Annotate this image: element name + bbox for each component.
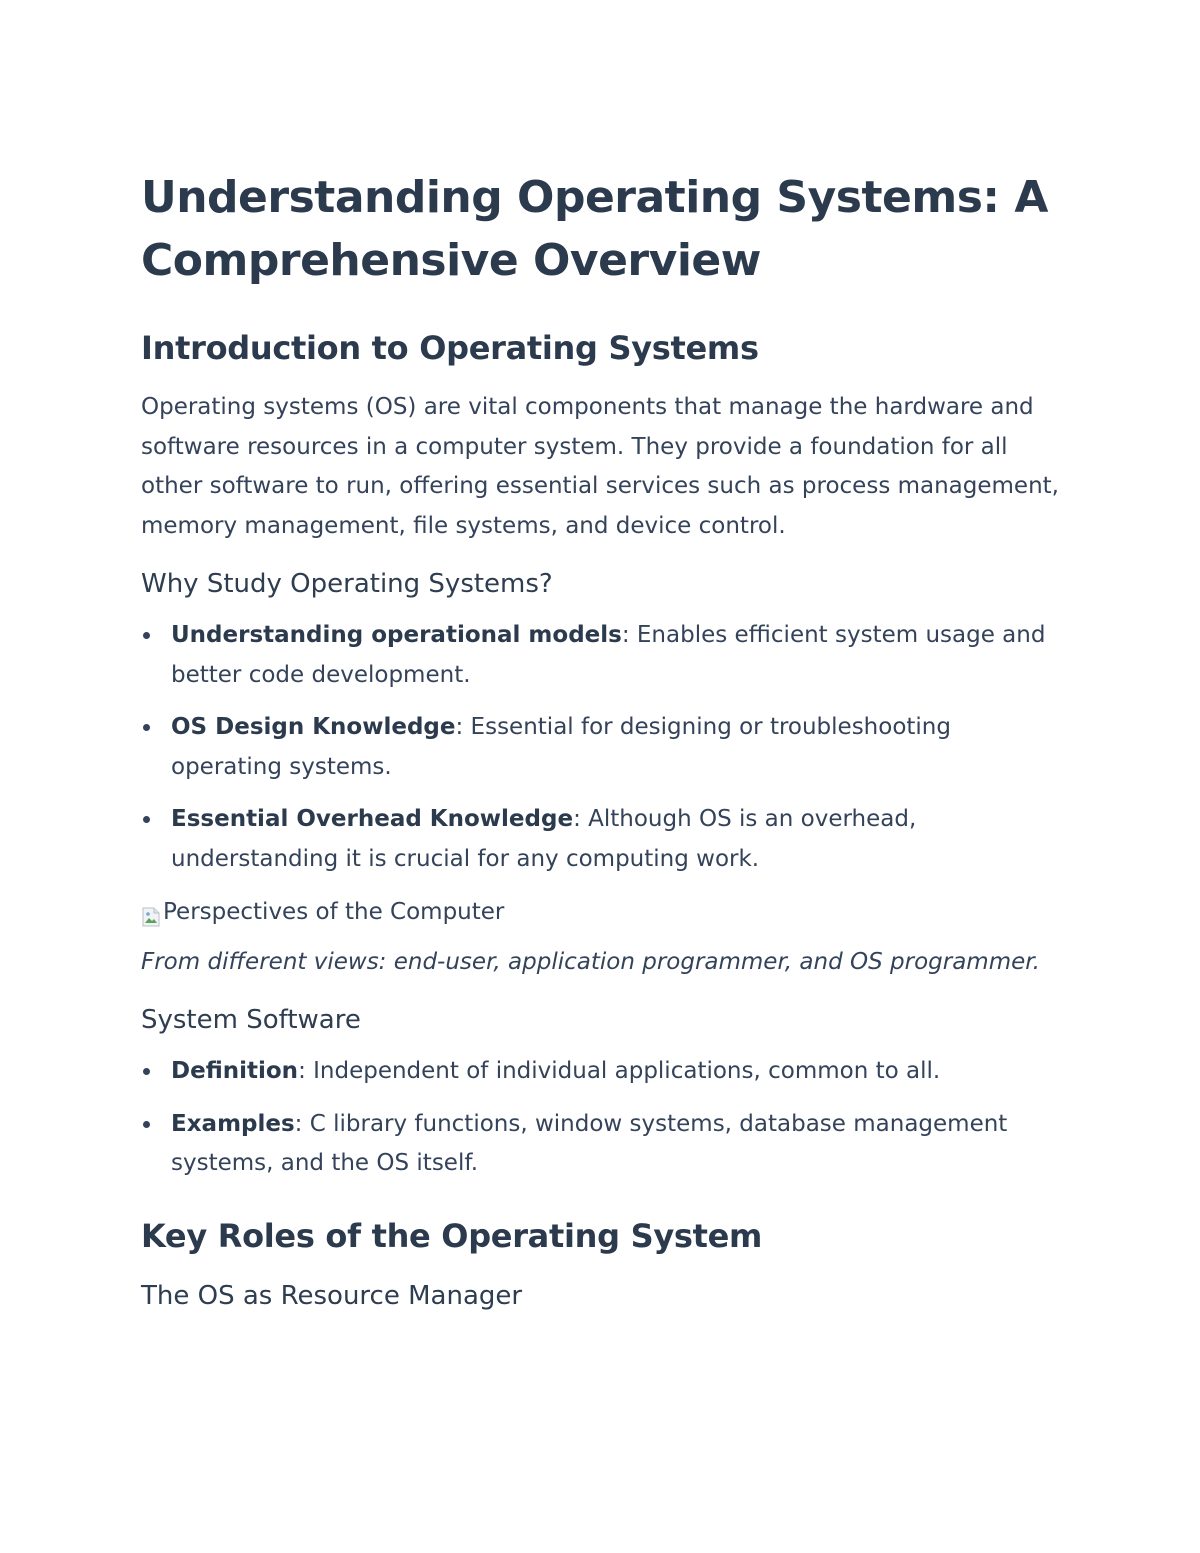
why-study-list — [141, 616, 1061, 879]
list-item-term: OS Design Knowledge — [171, 714, 456, 740]
bullet-icon — [143, 1121, 150, 1128]
broken-image-icon — [141, 902, 161, 924]
list-item-text: : Essential for designing or troubleshooting operating systems. — [171, 714, 951, 780]
key-roles-heading: Key Roles of the Operating System — [141, 1216, 763, 1255]
resource-manager-heading: The OS as Resource Manager — [141, 1280, 523, 1311]
list-item-text: : Although OS is an overhead, understanding it is crucial for any computing work. — [171, 806, 917, 872]
list-item-text: : C library functions, window systems, database management systems, and the OS itself. — [171, 1110, 1008, 1176]
document-title: Understanding Operating Systems: A Comprehensive Overview — [141, 172, 1048, 286]
intro-heading: Introduction to Operating Systems — [141, 329, 759, 367]
list-item — [141, 1052, 1061, 1092]
list-item — [141, 800, 1061, 879]
list-item — [141, 616, 1061, 695]
figure-alt-text: Perspectives of the Computer — [163, 899, 505, 925]
list-item-term: Examples — [171, 1110, 295, 1137]
list-item-term: Definition — [171, 1058, 299, 1084]
list-item — [141, 708, 1061, 787]
list-item-text: : Independent of individual applications, common to all. — [298, 1058, 941, 1084]
list-item — [141, 1105, 1061, 1184]
bullet-icon — [143, 724, 150, 731]
figure-caption: From different views: end-user, application programmer, and OS programmer. — [141, 948, 1040, 975]
intro-paragraph: Operating systems (OS) are vital components that manage the hardware and software resources in a computer system. They provide a foundation for all other software to run, offering essential services such as process management, memory management, file systems, and device control. — [141, 394, 1059, 539]
bullet-icon — [143, 632, 150, 639]
bullet-icon — [143, 816, 150, 823]
list-item-term: Essential Overhead Knowledge — [171, 806, 574, 832]
system-software-list — [141, 1052, 1061, 1184]
document-page — [141, 166, 1061, 1314]
figure-image-placeholder — [141, 893, 1061, 933]
system-software-heading: System Software — [141, 1005, 361, 1035]
list-item-text: : Enables efficient system usage and better code development. — [171, 622, 1046, 688]
bullet-icon — [143, 1068, 150, 1075]
list-item-term: Understanding operational models — [171, 622, 622, 648]
why-study-heading: Why Study Operating Systems? — [141, 569, 553, 599]
